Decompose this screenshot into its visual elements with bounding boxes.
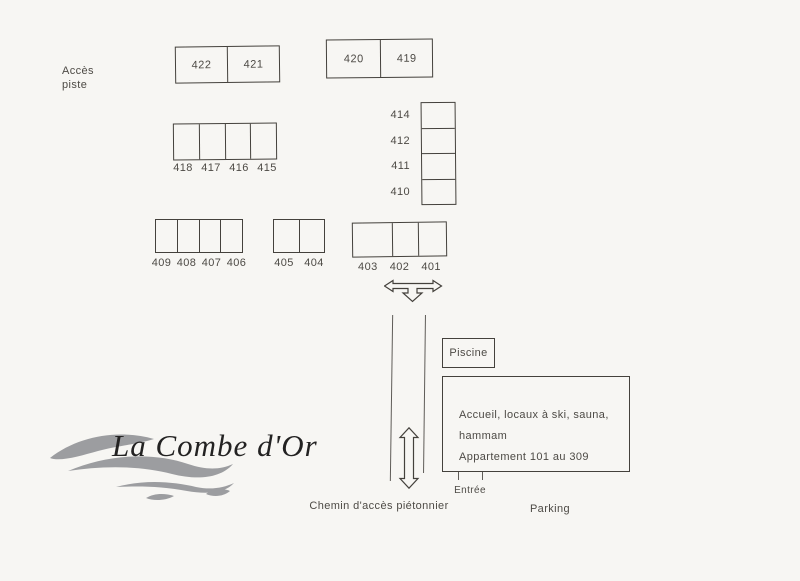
entrance-tick-left [458, 471, 459, 480]
block-422-421 [175, 45, 280, 83]
entree-label: Entrée [454, 485, 486, 496]
vertical-double-arrow-icon [398, 427, 420, 489]
unit-408 [177, 220, 199, 252]
unit-404-label: 404 [304, 257, 324, 269]
unit-420-label: 420 [343, 52, 364, 65]
block-420-419 [326, 39, 433, 79]
main-building-line2: Appartement 101 au 309 [459, 451, 589, 463]
unit-403-label: 403 [358, 261, 378, 273]
unit-405-label: 405 [274, 257, 294, 269]
unit-416 [224, 124, 250, 159]
unit-411 [422, 153, 455, 179]
block-403-401 [352, 221, 447, 257]
logo-title: La Combe d'Or [112, 428, 318, 463]
unit-403 [353, 223, 393, 256]
unit-412 [422, 127, 455, 153]
path-line-right [423, 315, 426, 473]
block-405-404 [273, 219, 325, 253]
chemin-label: Chemin d'accès piétonnier [309, 500, 449, 512]
unit-406 [220, 220, 242, 252]
unit-414 [422, 103, 455, 128]
unit-409-label: 409 [151, 257, 172, 269]
path-line-left [390, 315, 394, 481]
block-414-410 [421, 102, 457, 205]
unit-405 [274, 220, 299, 252]
row-418-415-labels [169, 162, 281, 174]
unit-402-label: 402 [389, 261, 410, 273]
unit-421-label: 421 [243, 58, 264, 71]
unit-407-label: 407 [201, 257, 222, 269]
unit-407 [199, 220, 221, 252]
block-409-406 [155, 219, 243, 253]
unit-408-label: 408 [176, 257, 197, 269]
unit-412-label: 412 [390, 134, 410, 147]
unit-417-label: 417 [201, 162, 221, 174]
unit-414-label: 414 [390, 108, 410, 121]
unit-422-label: 422 [191, 58, 212, 71]
row-409-406-labels [149, 257, 249, 269]
three-way-arrow-icon [384, 279, 443, 303]
unit-401-label: 401 [421, 261, 441, 273]
unit-417 [199, 124, 225, 159]
unit-410-label: 410 [390, 186, 410, 199]
unit-411-label: 411 [391, 160, 410, 173]
block-418-415 [173, 123, 277, 161]
entrance-tick-right [482, 471, 483, 480]
unit-402 [392, 223, 418, 256]
unit-415-label: 415 [257, 162, 277, 174]
unit-421 [227, 46, 279, 82]
unit-419-label: 419 [396, 52, 417, 65]
unit-416-label: 416 [229, 162, 249, 174]
unit-418-label: 418 [173, 162, 193, 174]
acces-piste-line2: piste [62, 79, 88, 91]
unit-415 [250, 124, 276, 159]
unit-401 [418, 222, 446, 255]
row-405-404-labels [269, 257, 329, 269]
pool-label: Piscine [449, 347, 488, 359]
unit-420 [327, 40, 381, 77]
unit-422 [176, 47, 227, 83]
acces-piste-line1: Accès [62, 65, 94, 77]
pool-box [442, 338, 495, 368]
unit-410 [422, 178, 455, 204]
acces-piste-label [62, 64, 94, 92]
row-403-401-labels [352, 261, 447, 273]
unit-406-label: 406 [226, 257, 247, 269]
unit-409 [156, 220, 177, 252]
unit-404 [299, 220, 325, 252]
main-building-line1: Accueil, locaux à ski, sauna, hammam [459, 409, 609, 442]
main-building-box [442, 376, 630, 472]
unit-418 [174, 124, 199, 159]
parking-label: Parking [529, 503, 571, 515]
stack-414-410-labels [368, 102, 410, 205]
unit-419 [380, 40, 432, 77]
